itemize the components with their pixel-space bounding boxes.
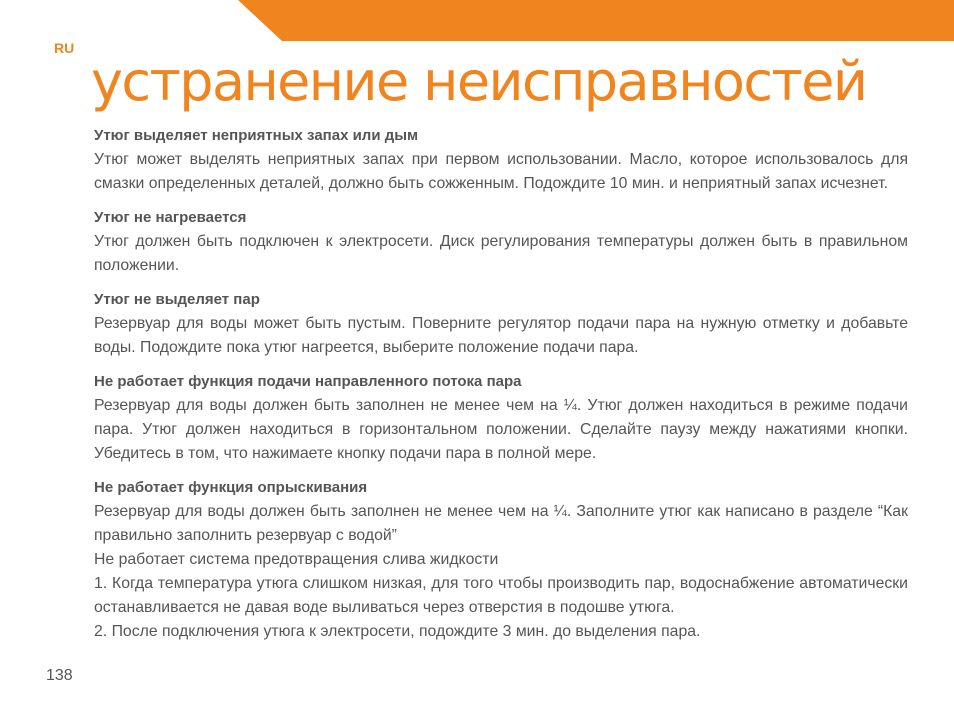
section-no-steam xyxy=(94,288,908,360)
page-number: 138 xyxy=(46,667,73,684)
section-no-heating xyxy=(94,206,908,278)
section-title: Утюг не выделяет пар xyxy=(94,291,260,308)
section-smell-smoke xyxy=(94,124,908,196)
section-title: Не работает функция подачи направленного потока пара xyxy=(94,373,522,390)
section-paragraph: 2. После подключения утюга к электросети, подождите 3 мин. до выделения пара. xyxy=(94,623,701,640)
language-label: RU xyxy=(54,40,75,56)
section-paragraph: Резервуар для воды может быть пустым. Поверните регулятор подачи пара на нужную отметку и добавьте воды. Подождите пока утюг нагреется, выберите положение подачи пара. xyxy=(94,315,908,356)
section-no-spray xyxy=(94,476,908,644)
section-title: Утюг не нагревается xyxy=(94,209,247,226)
page-title: устранение неисправностей xyxy=(91,50,867,113)
section-paragraph: Утюг может выделять неприятных запах при первом использовании. Масло, которое использовалось для смазки определенных деталей, должно быть сожженным. Подождите 10 мин. и неприятный запах исчезнет. xyxy=(94,151,908,192)
section-title: Утюг выделяет неприятных запах или дым xyxy=(94,127,419,144)
section-paragraph: Резервуар для воды должен быть заполнен не менее чем на ¼. Утюг должен находиться в режиме подачи пара. Утюг должен находиться в горизонтальном положении. Сделайте паузу между нажатиями кнопки. Убедитесь в том, что нажимаете кнопку подачи пара в полной мере. xyxy=(94,397,908,462)
section-paragraph: 1. Когда температура утюга слишком низкая, для того чтобы производить пар, водоснабжение автоматически останавливается не давая воде выливаться через отверстия в подошве утюга. xyxy=(94,575,908,616)
section-paragraph: Утюг должен быть подключен к электросети. Диск регулирования температуры должен быть в правильном положении. xyxy=(94,233,908,274)
section-paragraph: Не работает система предотвращения слива жидкости xyxy=(94,551,499,568)
troubleshooting-content xyxy=(94,124,908,654)
section-paragraph: Резервуар для воды должен быть заполнен не менее чем на ¼. Заполните утюг как написано в разделе “Как правильно заполнить резервуар с водой” xyxy=(94,503,908,544)
section-no-steam-shot xyxy=(94,370,908,466)
orange-corner-band xyxy=(0,0,954,42)
section-title: Не работает функция опрыскивания xyxy=(94,479,368,496)
